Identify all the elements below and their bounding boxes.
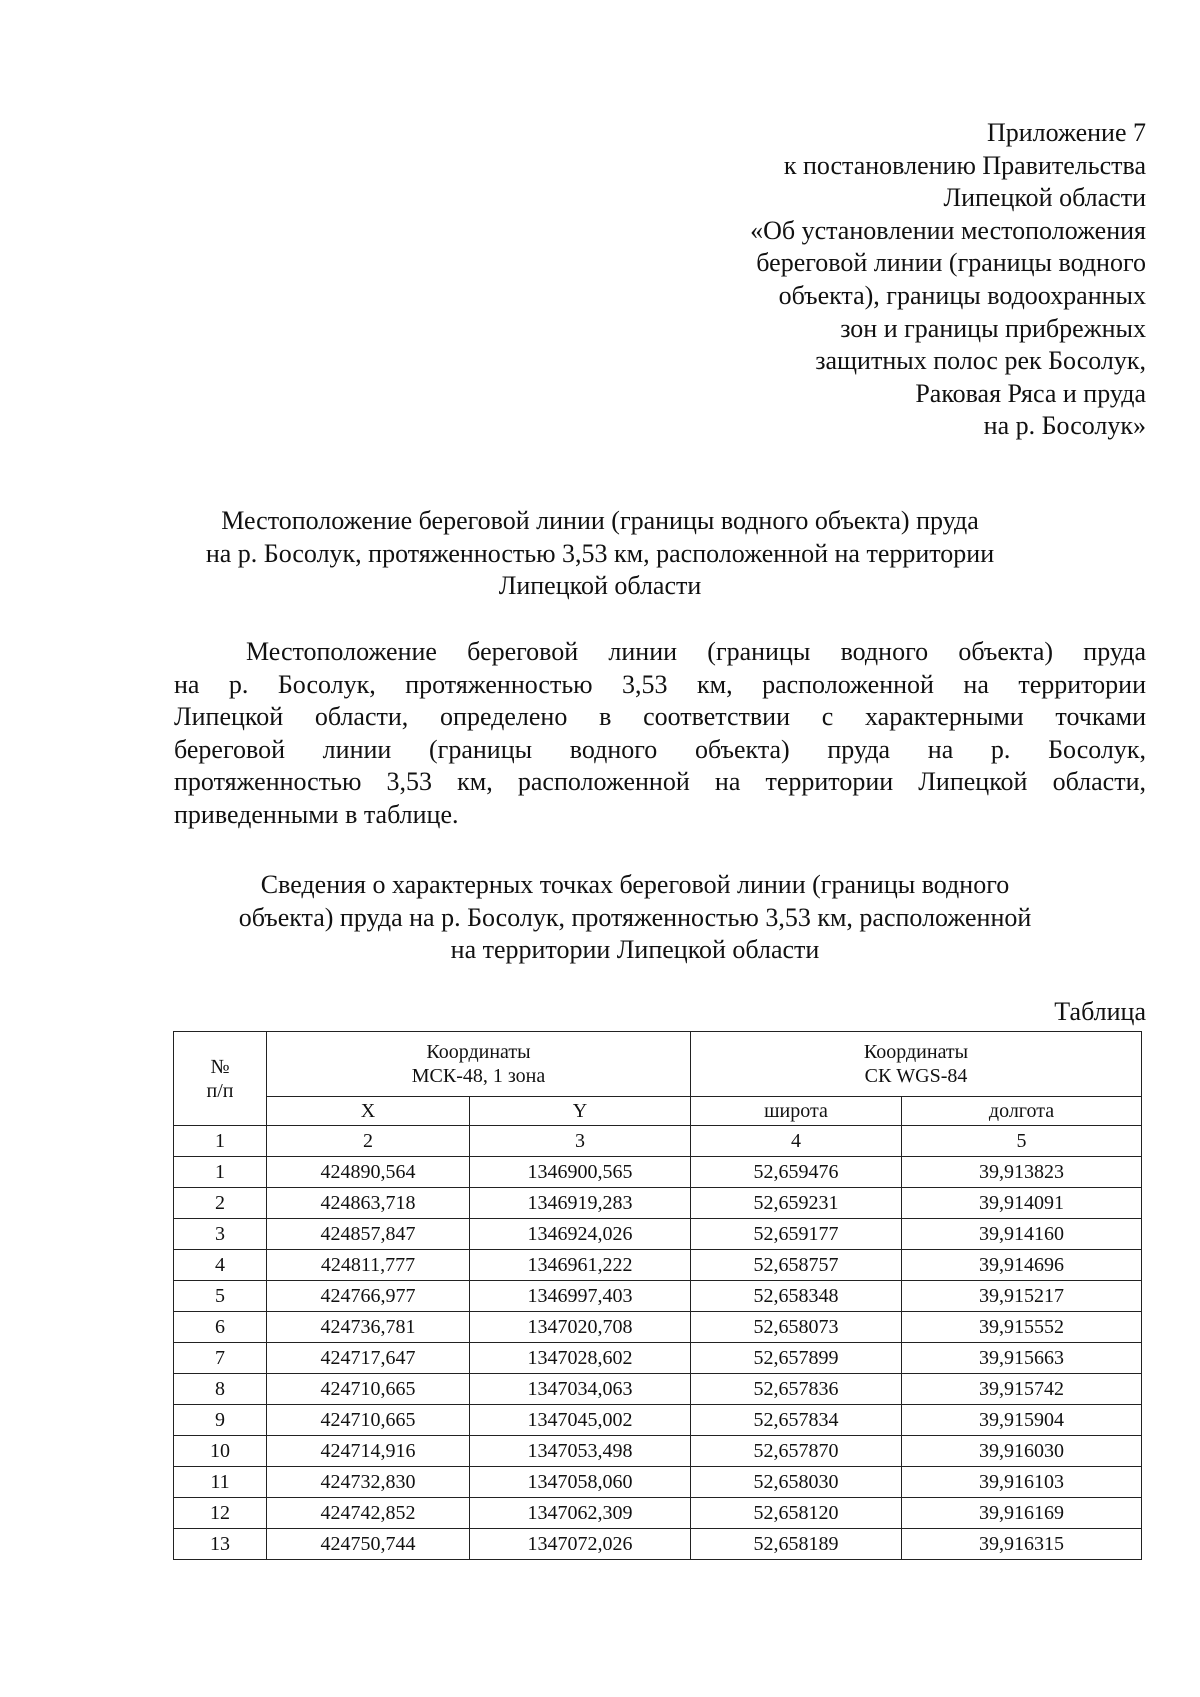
table-header-row: [174, 1032, 1142, 1097]
header-y: Y: [470, 1097, 691, 1126]
table-row: [174, 1436, 1142, 1467]
table-cell: 1: [174, 1157, 267, 1188]
table-cell: 424742,852: [267, 1498, 470, 1529]
table-cell: 11: [174, 1467, 267, 1498]
appendix-header: [750, 117, 1146, 443]
header-wgs: Координаты СК WGS-84: [691, 1032, 1142, 1097]
paragraph-line: береговой линии (границы водного объекта) пруда на р. Босолук,: [174, 734, 1146, 764]
table-cell: 1346997,403: [470, 1281, 691, 1312]
column-number: 4: [691, 1126, 902, 1157]
table-cell: 10: [174, 1436, 267, 1467]
table-cell: 39,916030: [902, 1436, 1142, 1467]
title-line: на р. Босолук, протяженностью 3,53 км, расположенной на территории: [205, 538, 995, 568]
table-cell: 1346924,026: [470, 1219, 691, 1250]
table-cell: 39,914091: [902, 1188, 1142, 1219]
table-cell: 424811,777: [267, 1250, 470, 1281]
table-cell: 52,658073: [691, 1312, 902, 1343]
table-cell: 52,657899: [691, 1343, 902, 1374]
table-cell: 13: [174, 1529, 267, 1560]
table-cell: 39,915217: [902, 1281, 1142, 1312]
table-cell: 1347020,708: [470, 1312, 691, 1343]
table-cell: 424714,916: [267, 1436, 470, 1467]
table-cell: 1347072,026: [470, 1529, 691, 1560]
table-row: [174, 1405, 1142, 1436]
header-msk: Координаты МСК-48, 1 зона: [267, 1032, 691, 1097]
table-cell: 424710,665: [267, 1374, 470, 1405]
paragraph-line: Липецкой области, определено в соответствии с характерными точками: [174, 702, 1146, 731]
table-cell: 39,916103: [902, 1467, 1142, 1498]
table-cell: 52,658348: [691, 1281, 902, 1312]
table-cell: 3: [174, 1219, 267, 1250]
coordinates-table: [173, 1031, 1142, 1560]
table-cell: 1346919,283: [470, 1188, 691, 1219]
column-number-row: [174, 1126, 1142, 1157]
table-cell: 424766,977: [267, 1281, 470, 1312]
table-cell: 1346900,565: [470, 1157, 691, 1188]
table-row: [174, 1188, 1142, 1219]
table-cell: 1347058,060: [470, 1467, 691, 1498]
table-cell: 39,914696: [902, 1250, 1142, 1281]
table-cell: 424732,830: [267, 1467, 470, 1498]
table-cell: 424890,564: [267, 1157, 470, 1188]
table-cell: 39,913823: [902, 1157, 1142, 1188]
table-row: [174, 1157, 1142, 1188]
table-cell: 52,657836: [691, 1374, 902, 1405]
table-row: [174, 1529, 1142, 1560]
document-title: [150, 505, 1050, 603]
paragraph-line: на р. Босолук, протяженностью 3,53 км, расположенной на территории: [174, 669, 1146, 699]
table-cell: 424717,647: [267, 1343, 470, 1374]
table-cell: 424750,744: [267, 1529, 470, 1560]
table-cell: 52,657870: [691, 1436, 902, 1467]
table-row: [174, 1374, 1142, 1405]
table-cell: 1347053,498: [470, 1436, 691, 1467]
table-cell: 424736,781: [267, 1312, 470, 1343]
table-label: Таблица: [1054, 997, 1146, 1026]
appendix-line: к постановлению Правительства: [783, 150, 1146, 180]
table-cell: 424857,847: [267, 1219, 470, 1250]
table-cell: 39,915663: [902, 1343, 1142, 1374]
appendix-line: береговой линии (границы водного: [756, 248, 1146, 278]
table-cell: 424710,665: [267, 1405, 470, 1436]
header-num: № п/п: [174, 1032, 267, 1126]
appendix-line: Раковая Ряса и пруда: [915, 378, 1146, 408]
paragraph-line: протяженностью 3,53 км, расположенной на территории Липецкой области,: [174, 767, 1146, 796]
table-cell: 39,915552: [902, 1312, 1142, 1343]
table-cell: 52,659231: [691, 1188, 902, 1219]
paragraph-line: Местоположение береговой линии (границы водного объекта) пруда: [246, 637, 1146, 666]
table-row: [174, 1219, 1142, 1250]
title-line: Липецкой области: [498, 571, 702, 600]
table-cell: 52,658030: [691, 1467, 902, 1498]
appendix-line: защитных полос рек Босолук,: [815, 346, 1146, 376]
table-cell: 52,659476: [691, 1157, 902, 1188]
appendix-line: зон и границы прибрежных: [840, 313, 1146, 343]
caption-line: на территории Липецкой области: [450, 935, 820, 964]
table-cell: 9: [174, 1405, 267, 1436]
appendix-line: Приложение 7: [986, 118, 1146, 147]
column-number: 1: [174, 1126, 267, 1157]
caption-line: Сведения о характерных точках береговой линии (границы водного: [260, 870, 1010, 899]
table-cell: 6: [174, 1312, 267, 1343]
table-cell: 8: [174, 1374, 267, 1405]
table-cell: 7: [174, 1343, 267, 1374]
table-cell: 52,659177: [691, 1219, 902, 1250]
table-subheader-row: [174, 1097, 1142, 1126]
column-number: 2: [267, 1126, 470, 1157]
table-row: [174, 1250, 1142, 1281]
appendix-line: на р. Босолук»: [983, 411, 1146, 441]
caption-line: объекта) пруда на р. Босолук, протяженностью 3,53 км, расположенной: [238, 902, 1032, 932]
table-cell: 4: [174, 1250, 267, 1281]
title-line: Местоположение береговой линии (границы водного объекта) пруда: [221, 506, 979, 535]
table-row: [174, 1281, 1142, 1312]
table-cell: 2: [174, 1188, 267, 1219]
table-caption: [200, 869, 1070, 967]
table-cell: 1347034,063: [470, 1374, 691, 1405]
table-cell: 1347062,309: [470, 1498, 691, 1529]
table-cell: 39,915742: [902, 1374, 1142, 1405]
table-cell: 52,657834: [691, 1405, 902, 1436]
column-number: 5: [902, 1126, 1142, 1157]
table-cell: 39,916315: [902, 1529, 1142, 1560]
table-cell: 39,916169: [902, 1498, 1142, 1529]
table-row: [174, 1312, 1142, 1343]
appendix-line: «Об установлении местоположения: [750, 215, 1146, 245]
table-cell: 5: [174, 1281, 267, 1312]
paragraph-line: приведенными в таблице.: [174, 799, 459, 829]
table-cell: 1346961,222: [470, 1250, 691, 1281]
header-lon: долгота: [902, 1097, 1142, 1126]
appendix-line: Липецкой области: [943, 183, 1146, 213]
table-cell: 39,915904: [902, 1405, 1142, 1436]
column-number: 3: [470, 1126, 691, 1157]
table-row: [174, 1467, 1142, 1498]
table-cell: 52,658189: [691, 1529, 902, 1560]
appendix-line: объекта), границы водоохранных: [778, 280, 1146, 310]
table-row: [174, 1498, 1142, 1529]
table-cell: 39,914160: [902, 1219, 1142, 1250]
table-cell: 1347045,002: [470, 1405, 691, 1436]
table-cell: 52,658757: [691, 1250, 902, 1281]
table-row: [174, 1343, 1142, 1374]
table-cell: 1347028,602: [470, 1343, 691, 1374]
header-lat: широта: [691, 1097, 902, 1126]
table-cell: 424863,718: [267, 1188, 470, 1219]
body-paragraph: [174, 636, 1146, 831]
table-cell: 52,658120: [691, 1498, 902, 1529]
header-x: X: [267, 1097, 470, 1126]
table-cell: 12: [174, 1498, 267, 1529]
